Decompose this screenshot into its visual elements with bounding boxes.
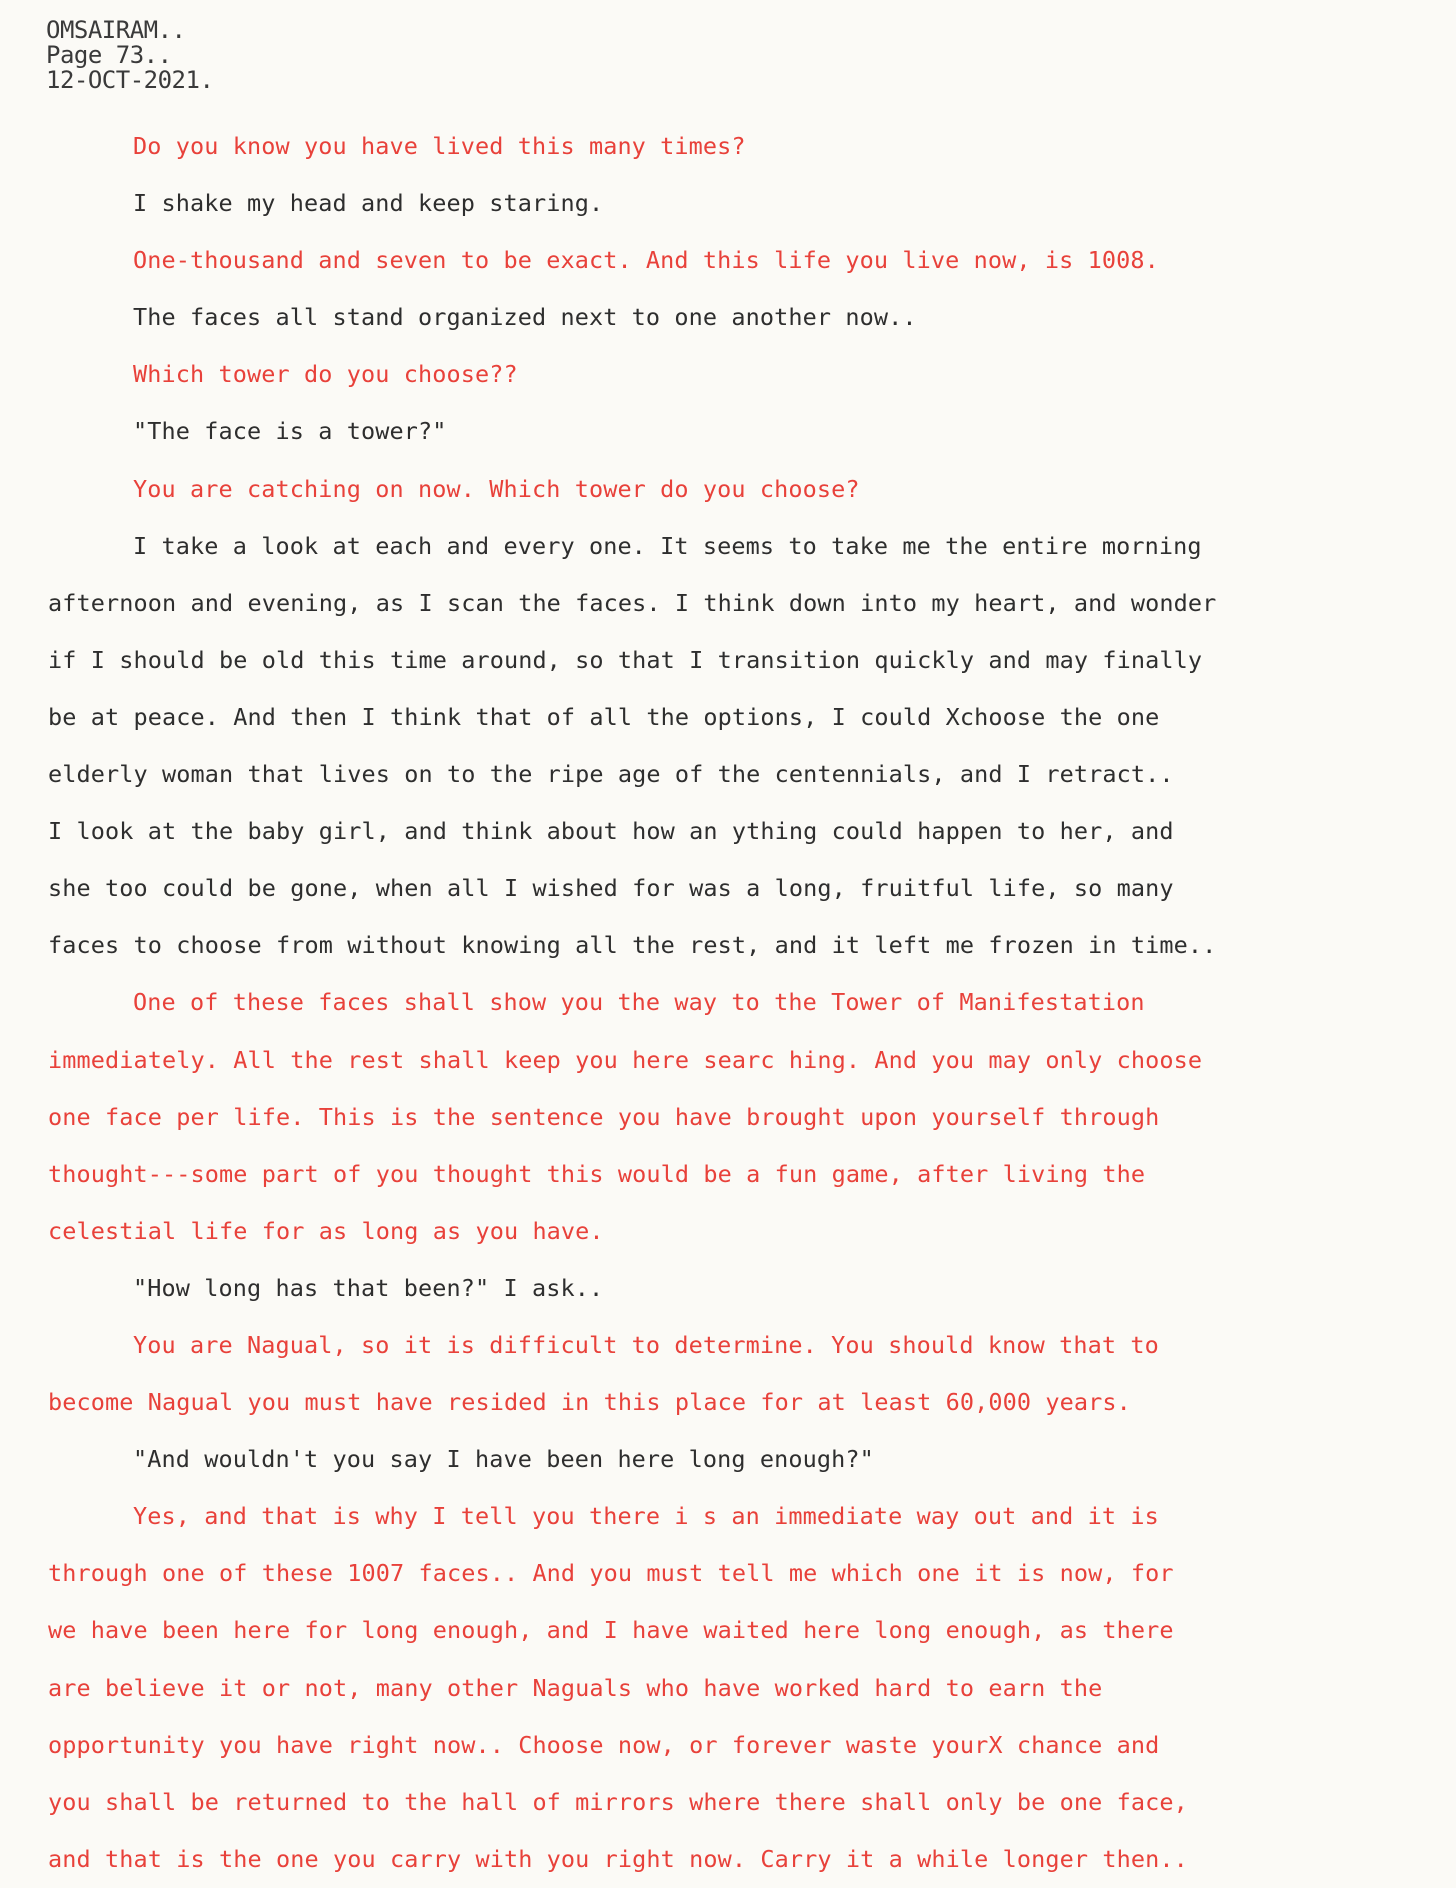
page-body [48, 118, 1448, 1888]
text-line: The faces all stand organized next to one another now.. [133, 303, 917, 332]
text-line: if I should be old this time around, so that I transition quickly and may finally [48, 645, 1203, 674]
text-line: and that is the one you carry with you right now. Carry it a while longer then.. [48, 1844, 1188, 1873]
header-invocation: OMSAIRAM.. [46, 16, 186, 44]
page-header [46, 18, 213, 93]
text-line: "And wouldn't you say I have been here long enough?" [133, 1445, 874, 1474]
text-line: thought---some part of you thought this would be a fun game, after living the [48, 1159, 1146, 1188]
text-line: One-thousand and seven to be exact. And this life you live now, is 1008. [133, 246, 1159, 275]
text-line: one face per life. This is the sentence you have brought upon yourself through [48, 1102, 1160, 1131]
text-line: elderly woman that lives on to the ripe age of the centennials, and I retract.. [48, 760, 1174, 789]
text-line: "How long has that been?" I ask.. [133, 1273, 604, 1302]
text-line: be at peace. And then I think that of all the options, I could Xchoose the one [48, 702, 1160, 731]
text-line: One of these faces shall show you the way to the Tower of Manifestation [133, 988, 1145, 1017]
text-line: are believe it or not, many other Naguals who have worked hard to earn the [48, 1673, 1103, 1702]
text-line: you shall be returned to the hall of mirrors where there shall only be one face, [48, 1787, 1188, 1816]
header-page-number: Page 73.. [46, 41, 172, 69]
text-line: she too could be gone, when all I wished for was a long, fruitful life, so many [48, 874, 1174, 903]
text-line: "The face is a tower?" [133, 417, 447, 446]
text-line: I shake my head and keep staring. [133, 189, 604, 218]
text-line: Which tower do you choose?? [133, 360, 518, 389]
text-line: become Nagual you must have resided in this place for at least 60,000 years. [48, 1388, 1131, 1417]
text-line: faces to choose from without knowing all the rest, and it left me frozen in time.. [48, 931, 1217, 960]
text-line: You are Nagual, so it is difficult to determine. You should know that to [133, 1330, 1159, 1359]
text-line: immediately. All the rest shall keep you here searc hing. And you may only choose [48, 1045, 1203, 1074]
text-line: through one of these 1007 faces.. And you must tell me which one it is now, for [48, 1559, 1174, 1588]
text-line: afternoon and evening, as I scan the faces. I think down into my heart, and wonder [48, 588, 1217, 617]
text-line: we have been here for long enough, and I have waited here long enough, as there [48, 1616, 1174, 1645]
header-date: 12-OCT-2021. [46, 66, 214, 94]
text-line: You are catching on now. Which tower do you choose? [133, 474, 860, 503]
text-line: I look at the baby girl, and think about how an ything could happen to her, and [48, 817, 1174, 846]
text-line: Yes, and that is why I tell you there i s an immediate way out and it is [133, 1502, 1159, 1531]
text-line: celestial life for as long as you have. [48, 1216, 604, 1245]
text-line: I take a look at each and every one. It seems to take me the entire morning [133, 531, 1202, 560]
text-line: Do you know you have lived this many times? [133, 132, 746, 160]
text-line: opportunity you have right now.. Choose now, or forever waste yourX chance and [48, 1730, 1160, 1759]
